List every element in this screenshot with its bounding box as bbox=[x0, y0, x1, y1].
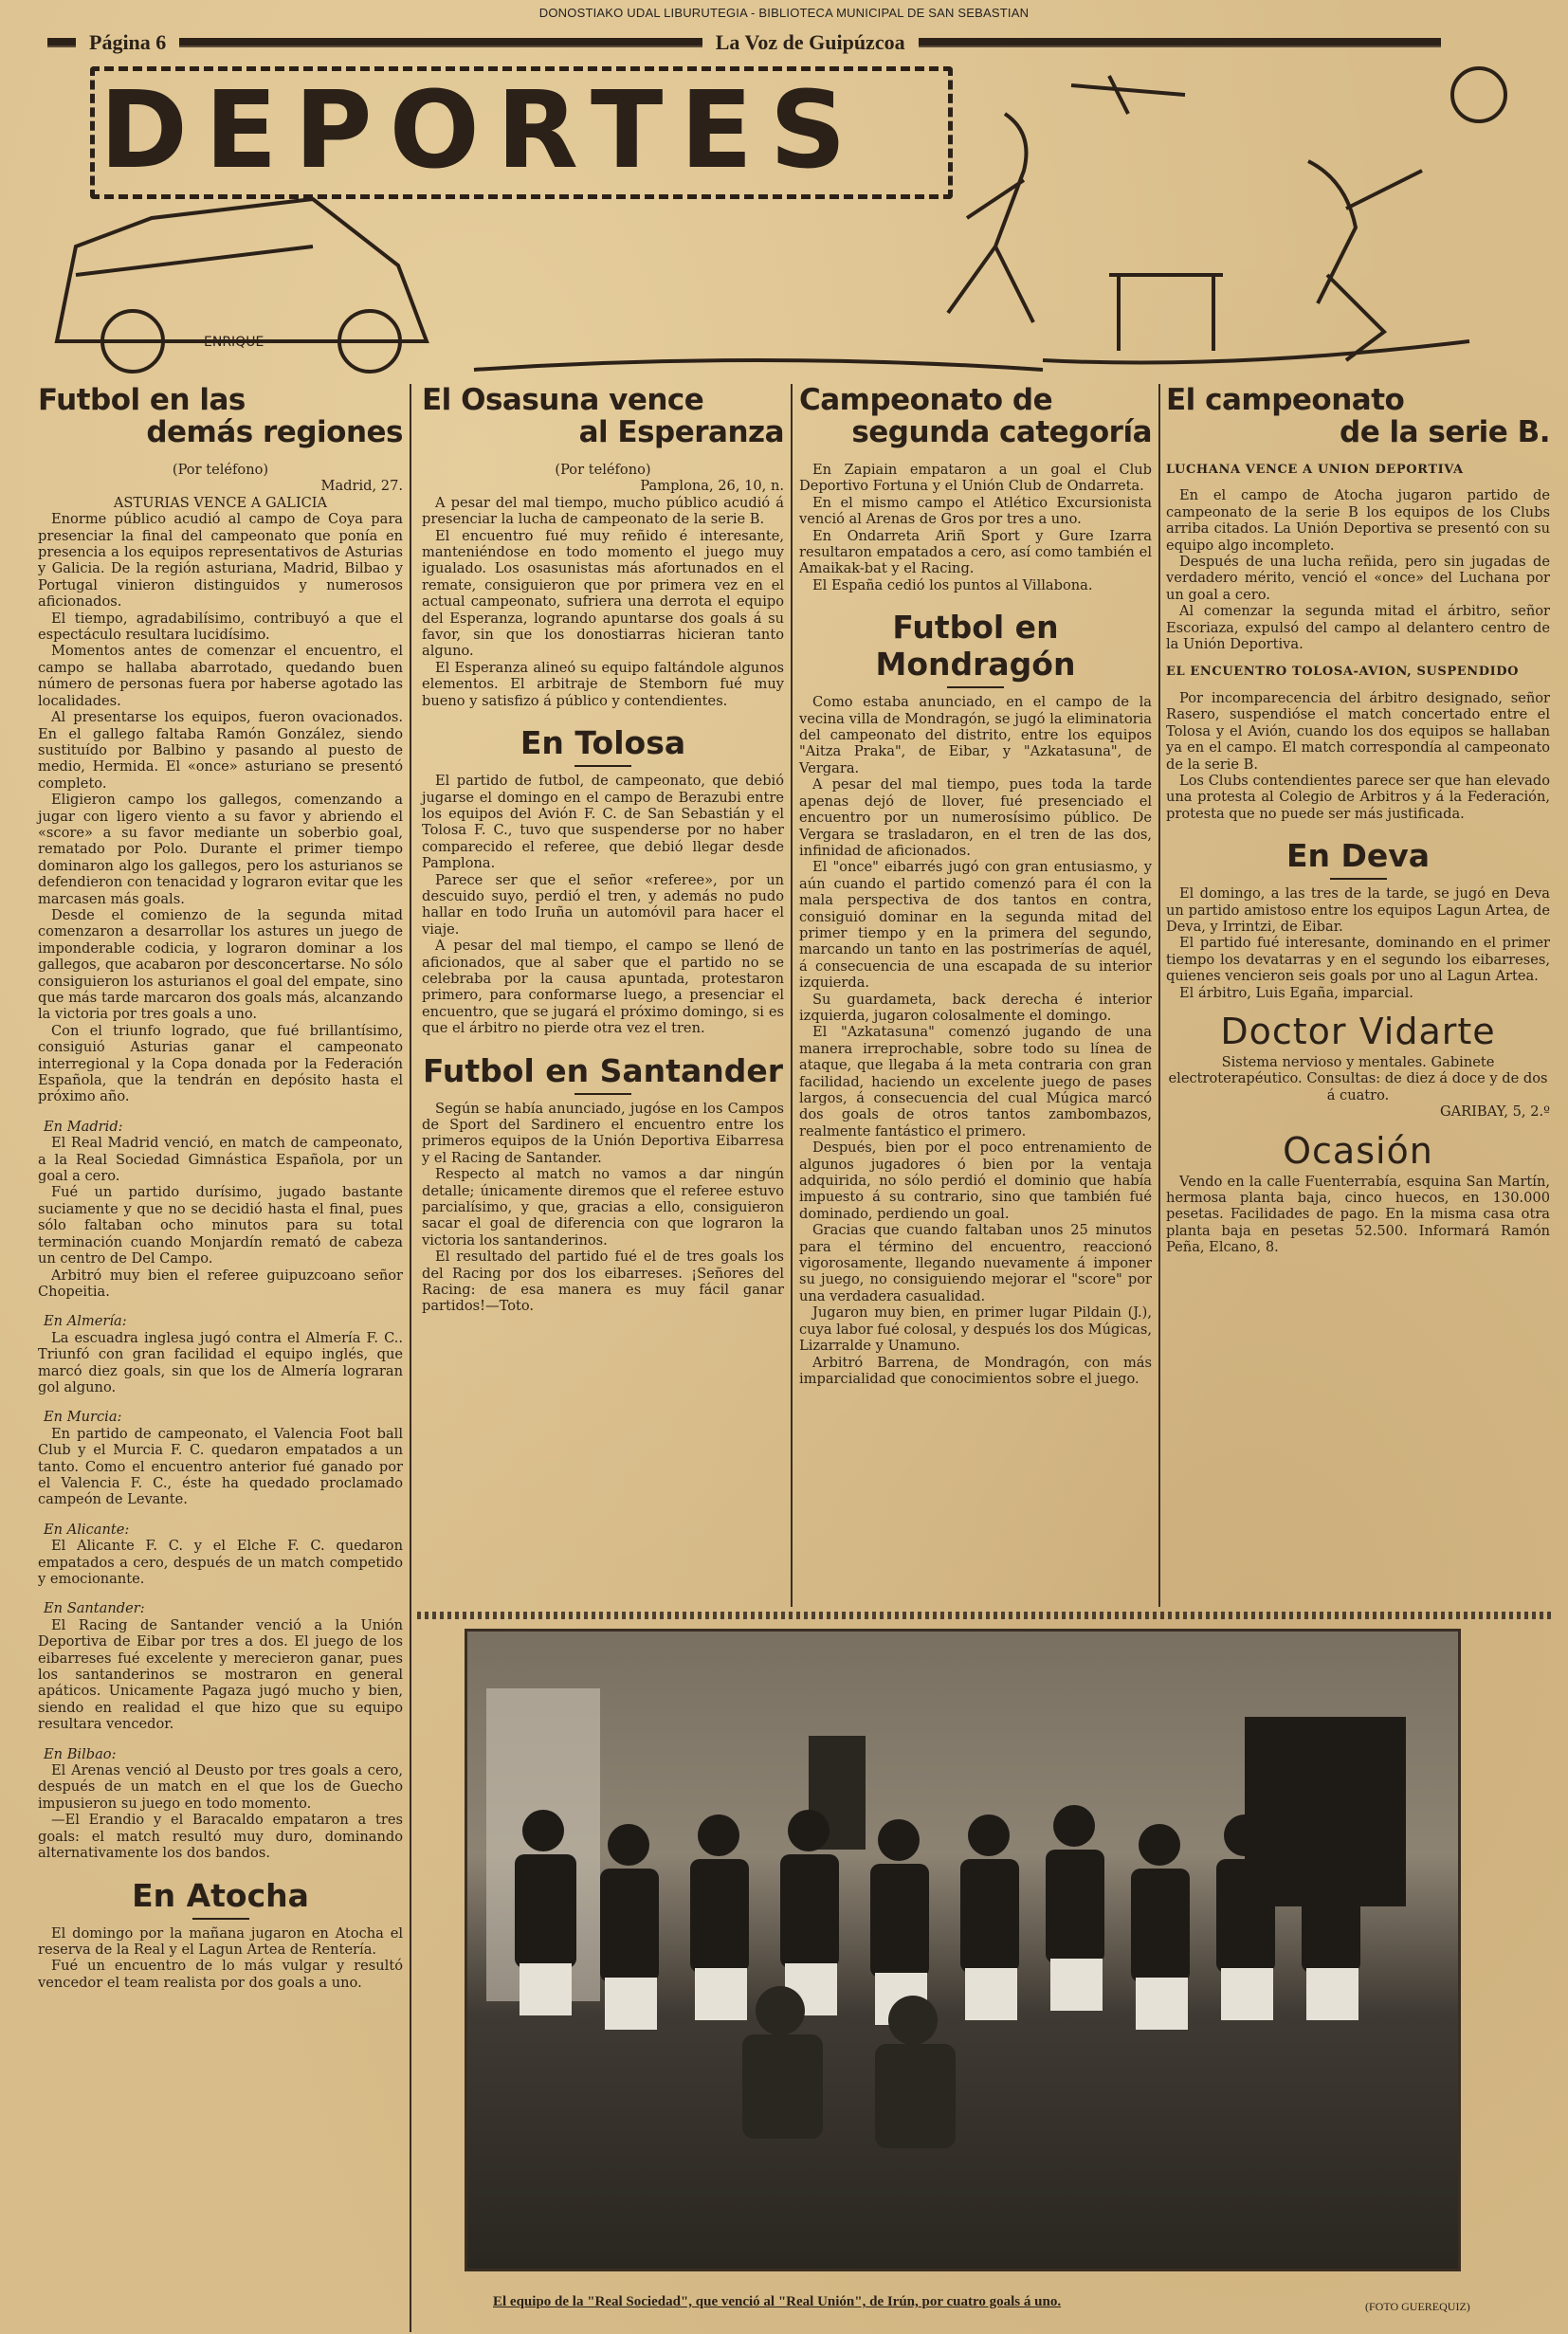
paragraph: En Zapiain empataron a un goal el Club Deportivo Fortuna y el Unión Club de Ondarreta. bbox=[799, 462, 1152, 495]
masthead-rule bbox=[47, 38, 76, 47]
paragraph: Según se había anunciado, jugóse en los Campos de Sport del Sardinero el encuentro entre los primeros equipos de la Unión Deportiva Eibarresa y el Racing de Santander. bbox=[422, 1100, 784, 1166]
paragraph: Después, bien por el poco entrenamiento de algunos jugadores ó bien por la ventaja adquirida, no sólo perdió el dominio que había impuesto á su contrario, sino que también fué dominado, perdiendo un goal. bbox=[799, 1140, 1152, 1222]
paragraph: Desde el comienzo de la segunda mitad comenzaron a desarrollar los astures un juego de imponderable codicia, y lograron dominar a los gallegos, que acabaron por desconcertarse. No sólo consiguieron los asturianos el goal del empate, sino que más tarde marcaron dos goals más, alcanzando la victoria por tres goals a uno. bbox=[38, 906, 403, 1023]
decorative-divider bbox=[417, 1612, 1555, 1619]
paragraph: Al comenzar la segunda mitad el árbitro, señor Escoriaza, expulsó del campo al delantero centro de la Unión Deportiva. bbox=[1166, 603, 1550, 653]
paragraph: Arbitró Barrena, de Mondragón, con más imparcialidad que conocimientos sobre el juego. bbox=[799, 1354, 1152, 1387]
paragraph: Vendo en la calle Fuenterrabía, esquina San Martín, hermosa planta baja, cinco huecos, en 130.000 pesetas. Facilidades de pago. En la misma casa otra planta baja en pesetas 52.500. Informará Ramón Peña, Elcano, 8. bbox=[1166, 1173, 1550, 1256]
team-photo-image bbox=[467, 1632, 1458, 2269]
paragraph: El encuentro fué muy reñido é interesante, manteniéndose en todo momento el juego muy igualado. Los osasunistas más afortunados en el remate, consiguieron que por primera vez en el actual campeonato, sufriera una derrota el equipo del Esperanza, logrando apuntarse dos goals á su favor, sin que los donostiarras hicieran tanto alguno. bbox=[422, 527, 784, 660]
paragraph: —El Erandio y el Baracaldo empataron a tres goals: el match resultó muy duro, dominando alternativamente los dos bandos. bbox=[38, 1812, 403, 1862]
paragraph: En el mismo campo el Atlético Excursionista venció al Arenas de Gros por tres a uno. bbox=[799, 494, 1152, 528]
dateline: GARIBAY, 5, 2.º bbox=[1439, 1103, 1550, 1121]
page-number: Página 6 bbox=[89, 30, 167, 54]
masthead-rule bbox=[179, 38, 702, 47]
tennis-racket bbox=[1452, 68, 1505, 121]
paragraph: Momentos antes de comenzar el encuentro, el campo se hallaba abarrotado, quedando buen número de personas fuera por haberse agotado las localidades. bbox=[38, 643, 403, 709]
dateline: Pamplona, 26, 10, n. bbox=[640, 478, 784, 495]
article-headline: Futbol en Mondragón bbox=[799, 609, 1152, 688]
masthead-rule bbox=[919, 38, 1441, 47]
subheading: En Alicante: bbox=[44, 1521, 130, 1538]
paragraph: El "Azkatasuna" comenzó jugando de una manera irreprochable, sobre todo su línea de ataque, que llegaba á la meta contraria con gran facilidad, haciendo un excelente juego de pases largos, á consecuencia del cual Múgica marcó dos goals de otros tantos zambombazos, realmente fantástico el primero. bbox=[799, 1024, 1152, 1140]
section-title: DEPORTES bbox=[100, 69, 864, 192]
dateline: Madrid, 27. bbox=[320, 478, 403, 495]
paragraph: En partido de campeonato, el Valencia Foot ball Club y el Murcia F. C. quedaron empatados a un tanto. Como el encuentro anterior fué ganado por el Valencia F. C., éste ha quedado proclamado campeón de Levante. bbox=[38, 1425, 403, 1508]
centered-line: Sistema nervioso y mentales. Gabinete electroterapéutico. Consultas: de diez á doce y de dos á cuatro. bbox=[1168, 1053, 1548, 1103]
centered-line: ASTURIAS VENCE A GALICIA bbox=[113, 494, 328, 511]
subheading: En Murcia: bbox=[44, 1409, 122, 1426]
paragraph: El Real Madrid venció, en match de campeonato, a la Real Sociedad Gimnástica Española, por un goal a cero. bbox=[38, 1135, 403, 1185]
centered-line: (Por teléfono) bbox=[555, 462, 651, 478]
paragraph: El España cedió los puntos al Villabona. bbox=[812, 576, 1093, 593]
section-subhead: LUCHANA VENCE A UNION DEPORTIVA bbox=[1166, 463, 1464, 477]
paragraph: Su guardameta, back derecha é interior izquierda, jugaron colosalmente el domingo. bbox=[799, 991, 1152, 1024]
centered-line: (Por teléfono) bbox=[172, 462, 269, 478]
paragraph: En Ondarreta Ariñ Sport y Gure Izarra resultaron empatados a cero, así como también el Amaikak-bat y el Racing. bbox=[799, 527, 1152, 577]
column-rule bbox=[791, 384, 793, 1607]
subheading: En Bilbao: bbox=[44, 1745, 117, 1762]
headline-line: El campeonato bbox=[1166, 383, 1405, 417]
column-rule bbox=[1158, 384, 1160, 1607]
headline-line: El Osasuna vence bbox=[422, 383, 704, 417]
column-4 bbox=[1166, 384, 1550, 1256]
airplane bbox=[1071, 76, 1185, 114]
paragraph: El domingo, a las tres de la tarde, se jugó en Deva un partido amistoso entre los equipos Lagun Artea, de Deva, y Irrintzi, de Eibar. bbox=[1166, 885, 1550, 935]
headline-line: al Esperanza bbox=[578, 415, 784, 449]
article-headline: En Tolosa bbox=[422, 724, 784, 767]
paragraph: Fué un encuentro de lo más vulgar y resultó vencedor el team realista por dos goals a uno. bbox=[38, 1958, 403, 1991]
paragraph: El Esperanza alineó su equipo faltándole algunos elementos. El arbitraje de Stemborn fué muy bueno y satisfizo á público y contendientes. bbox=[422, 659, 784, 709]
paragraph: Como estaba anunciado, en el campo de la vecina villa de Mondragón, se jugó la eliminatoria del campeonato del distrito, entre los equipos "Aitza Praka", de Eibar, y "Azkatasuna", de Vergara. bbox=[799, 694, 1152, 776]
masthead bbox=[47, 28, 1441, 57]
subheading: En Madrid: bbox=[44, 1118, 123, 1135]
section-subhead: EL ENCUENTRO TOLOSA-AVION, SUSPENDIDO bbox=[1166, 665, 1520, 680]
team-photo bbox=[465, 1629, 1461, 2271]
paragraph: El árbitro, Luis Egaña, imparcial. bbox=[1179, 984, 1413, 1001]
paragraph: El domingo por la mañana jugaron en Atocha el reserva de la Real y el Lagun Artea de Rentería. bbox=[38, 1924, 403, 1958]
paragraph: El tiempo, agradabilísimo, contribuyó a que el espectáculo resultara lucidísimo. bbox=[38, 610, 403, 644]
column-3 bbox=[799, 384, 1152, 1387]
photo-caption: El equipo de la "Real Sociedad", que venció al "Real Unión", de Irún, por cuatro goals á uno. bbox=[493, 2294, 1062, 2309]
paragraph: El partido fué interesante, dominando en el primer tiempo los devatarras y en el segundo los eibarreses, quienes vencieron seis goals por uno al Lagun Artea. bbox=[1166, 935, 1550, 985]
artist-signature: ENRIQUE bbox=[204, 335, 264, 350]
headline-line: Campeonato de bbox=[799, 383, 1053, 417]
article-headline: En Deva bbox=[1166, 837, 1550, 880]
paragraph: El "once" eibarrés jugó con gran entusiasmo, y aún cuando el partido comenzó para él con la mala perspectiva de dos tantos en contra, consiguió dominar en la segunda mitad del primer tiempo y en la primera del segundo, marcando un tanto en las postrimerías de aquél, á consecuencia de una escapada de su interior izquierda. bbox=[799, 859, 1152, 992]
advertisement-title: Ocasión bbox=[1283, 1129, 1433, 1172]
article-headline bbox=[799, 384, 1152, 448]
paragraph: Jugaron muy bien, en primer lugar Pildain (J.), cuya labor fué colosal, y después los dos Múgicas, Lizarralde y Unamuno. bbox=[799, 1304, 1152, 1355]
paragraph: Parece ser que el señor «referee», por un descuido suyo, perdió el tren, y además no pudo hallar en todo Iruña un automóvil para hacer el viaje. bbox=[422, 871, 784, 938]
paragraph: En el campo de Atocha jugaron partido de campeonato de la serie B los equipos de los Clubs arriba citados. La Unión Deportiva se presentó con su equipo algo incompleto. bbox=[1166, 487, 1550, 554]
article-headline bbox=[38, 384, 403, 448]
paragraph: El resultado del partido fué el de tres goals los del Racing por dos los eibarreses. ¡Señores del Racing: de esa manera es muy fácil ganar partidos!—Toto. bbox=[422, 1249, 784, 1315]
archive-header: DONOSTIAKO UDAL LIBURUTEGIA - BIBLIOTECA MUNICIPAL DE SAN SEBASTIAN bbox=[538, 6, 1030, 20]
article-headline bbox=[422, 384, 784, 448]
newspaper-name: La Voz de Guipúzcoa bbox=[715, 30, 905, 54]
paragraph: Fué un partido durísimo, jugado bastante suciamente y que no se decidió hasta el final, pues sólo faltaban ocho minutos para su total terminación cuando Monjardín remató de cabeza un centro de Del Campo. bbox=[38, 1184, 403, 1267]
headline-line: de la serie B. bbox=[1340, 415, 1550, 449]
article-headline: Futbol en Santander bbox=[422, 1052, 784, 1095]
paragraph: La escuadra inglesa jugó contra el Almería F. C.. Triunfó con gran facilidad el equipo inglés, que marcó diez goals, sin que los de Almería lograran gol alguno. bbox=[38, 1329, 403, 1395]
paragraph: Los Clubs contendientes parece ser que han elevado una protesta al Colegio de Arbitros y á la Federación, protesta que no puede ser más justificada. bbox=[1166, 772, 1550, 822]
hurdle bbox=[1109, 275, 1223, 351]
column-1 bbox=[38, 384, 403, 1991]
paragraph: Respecto al match no vamos a dar ningún detalle; únicamente diremos que el referee estuvo parcialísimo, y que, gracias a ello, consiguieron sacar el goal de diferencia con que lograron la victoria los santanderinos. bbox=[422, 1166, 784, 1249]
paragraph: Eligieron campo los gallegos, comenzando a jugar con ligero viento a su favor y abriendo el «score» a su favor mediante un soberbio goal, rematado por Polo. Durante el primer tiempo dominaron algo los gallegos, pero los asturianos se defendieron con tenacidad y lograron evitar que les marcasen más goals. bbox=[38, 792, 403, 907]
article-headline: En Atocha bbox=[38, 1877, 403, 1920]
paragraph: El Alicante F. C. y el Elche F. C. quedaron empatados a cero, después de un match competido y emocionante. bbox=[38, 1538, 403, 1587]
paragraph: A pesar del mal tiempo, el campo se llenó de aficionados, que al saber que el partido no se celebraba por la causa apuntada, protestaron primero, para conformarse luego, a presenciar el encuentro, que se jugará el próximo domingo, si es que el árbitro no pierde otra vez el tren. bbox=[422, 938, 784, 1037]
headline-line: segunda categoría bbox=[851, 415, 1152, 449]
subheading: En Santander: bbox=[44, 1600, 145, 1617]
paragraph: A pesar del mal tiempo, pues toda la tarde apenas dejó de llover, fué presenciado el encuentro por un numerosísimo público. De Vergara se trasladaron, en el tren de las dos, infinidad de aficionados. bbox=[799, 776, 1152, 859]
paragraph: El partido de futbol, de campeonato, que debió jugarse el domingo en el campo de Berazubi entre los equipos del Avión F. C. de San Sebastián y el Tolosa F. C., tuvo que suspenderse por no haber comparecido el referee, que debió llegar desde Pamplona. bbox=[422, 773, 784, 872]
photo-credit: (FOTO GUEREQUIZ) bbox=[1365, 2300, 1470, 2313]
paragraph: El Arenas venció al Deusto por tres goals a cero, después de un match en el que los de Guecho impusieron su juego en todo momento. bbox=[38, 1762, 403, 1812]
athlete-figure bbox=[1308, 161, 1422, 360]
paragraph: Por incomparecencia del árbitro designado, señor Rasero, suspendióse el match concertado entre el Tolosa y el Avión, cuando los dos equipos se hallaban ya en el campo. El match correspondía al campeonato de la serie B. bbox=[1166, 689, 1550, 773]
paragraph: Después de una lucha reñida, pero sin jugadas de verdadero mérito, venció el «once» del Luchana por un goal a cero. bbox=[1166, 554, 1550, 603]
ground-lines bbox=[474, 341, 1469, 370]
paragraph: Arbitró muy bien el referee guipuzcoano señor Chopeitia. bbox=[38, 1267, 403, 1300]
paragraph: Al presentarse los equipos, fueron ovacionados. En el gallego faltaba Ramón González, siendo sustituído por Balbino y pasando al puesto de medio, Hermida. El «once» asturiano se presentó completo. bbox=[38, 709, 403, 792]
headline-line: demás regiones bbox=[146, 415, 403, 449]
paragraph: Con el triunfo logrado, que fué brillantísimo, consiguió Asturias ganar el campeonato interregional y la Copa donada por la Federación Española, que la tendrán en depósito hasta el próximo año. bbox=[38, 1022, 403, 1105]
paragraph: A pesar del mal tiempo, mucho público acudió á presenciar la lucha de campeonato de la serie B. bbox=[422, 494, 784, 528]
paragraph: El Racing de Santander venció a la Unión Deportiva de Eibar por tres a dos. El juego de los eibarreses fué excelente y merecieron ganar, pues los santanderinos se mostraron en general apáticos. Unicamente Pagaza jugó mucho y bien, siendo en realidad el que hizo que su equipo resultara vencedor. bbox=[38, 1616, 403, 1733]
subheading: En Almería: bbox=[44, 1313, 127, 1330]
article-headline bbox=[1166, 384, 1550, 448]
advertisement-title: Doctor Vidarte bbox=[1220, 1010, 1496, 1052]
column-2 bbox=[422, 384, 784, 1315]
paragraph: Enorme público acudió al campo de Coya para presenciar la final del campeonato que ponía en presencia a los equipos representativos de Asturias y Galicia. De la región asturiana, Madrid, Bilbao y Portugal vinieron distinguidos y numerosos aficionados. bbox=[38, 511, 403, 611]
headline-line: Futbol en las bbox=[38, 383, 246, 417]
runner-figure bbox=[948, 114, 1033, 322]
paragraph: Gracias que cuando faltaban unos 25 minutos para el término del encuentro, reaccionó vigorosamente, llegando nuevamente á imponer su juego, no consiguiendo mejorar el "score" por una verdadera casualidad. bbox=[799, 1222, 1152, 1304]
column-rule bbox=[410, 384, 411, 2332]
